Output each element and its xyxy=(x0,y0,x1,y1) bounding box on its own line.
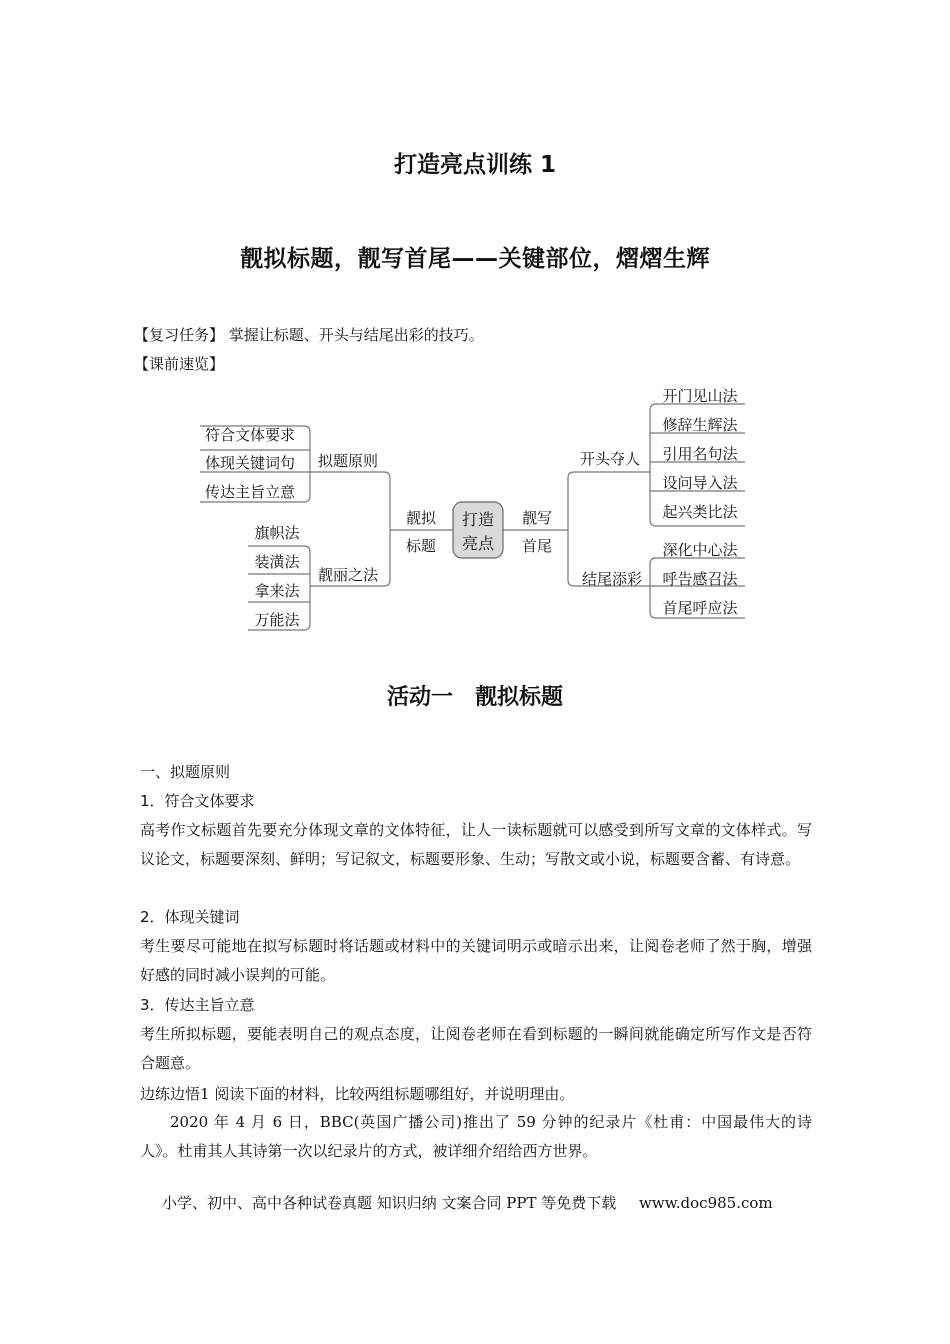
left-branch-label1: 靓拟 xyxy=(405,509,437,527)
footer-text: 小学、初中、高中各种试卷真题 知识归纳 文案合同 PPT 等免费下载 xyxy=(162,1194,617,1212)
method-item-1: 旗帜法 xyxy=(254,524,300,542)
right-branch-label1: 靓写 xyxy=(521,509,553,527)
point-2-body: 考生要尽可能地在拟写标题时将话题或材料中的关键词明示或暗示出来，让阅卷老师了然于胸，增强好感的同时减小误判的可能。 xyxy=(140,937,812,984)
mindmap xyxy=(190,380,760,640)
opening-item-5: 起兴类比法 xyxy=(662,503,738,521)
principle-item-3: 传达主旨立意 xyxy=(204,483,296,501)
principle-item-2: 体现关键词句 xyxy=(204,454,296,472)
method-item-3: 拿来法 xyxy=(254,582,300,600)
mindmap-center-line1: 打造 xyxy=(461,510,495,529)
point-3-body: 考生所拟标题，要能表明自己的观点态度，让阅卷老师在看到标题的一瞬间就能确定所写作文是否符合题意。 xyxy=(140,1025,812,1072)
point-1-body: 高考作文标题首先要充分体现文章的文体特征，让人一读标题就可以感受到所写文章的文体样式。写议论文，标题要深刻、鲜明；写记叙文，标题要形象、生动；写散文或小说，标题要含蓄、有诗意。 xyxy=(140,821,812,868)
exercise-tag: 边练边悟 xyxy=(140,1085,201,1103)
page-title: 打造亮点训练 1 xyxy=(393,152,556,178)
method-item-2: 装潢法 xyxy=(254,553,300,571)
exercise xyxy=(140,1084,574,1104)
right-branch-label2: 首尾 xyxy=(521,537,553,555)
group-ending-label: 结尾添彩 xyxy=(581,570,643,588)
opening-item-2: 修辞生辉法 xyxy=(662,416,738,434)
ending-item-3: 首尾呼应法 xyxy=(662,599,738,617)
point-3-heading: 3．传达主旨立意 xyxy=(140,996,255,1014)
review-task-tag: 【复习任务】 xyxy=(134,326,225,344)
point-1-heading: 1．符合文体要求 xyxy=(140,792,255,810)
principle-item-1: 符合文体要求 xyxy=(204,426,296,444)
footer-link[interactable]: www.doc985.com xyxy=(639,1194,773,1212)
group-methods-label: 靓丽之法 xyxy=(317,566,379,584)
exercise-text: 1 阅读下面的材料，比较两组标题哪组好，并说明理由。 xyxy=(200,1085,575,1103)
method-item-4: 万能法 xyxy=(254,611,300,629)
section-heading: 一、拟题原则 xyxy=(140,763,231,781)
ending-item-1: 深化中心法 xyxy=(662,541,738,559)
review-task-text: 掌握让标题、开头与结尾出彩的技巧。 xyxy=(228,326,484,344)
footer xyxy=(162,1192,773,1213)
opening-item-3: 引用名句法 xyxy=(662,445,738,463)
group-principles-label: 拟题原则 xyxy=(317,452,379,470)
mindmap-center-line2: 亮点 xyxy=(461,534,495,553)
opening-item-1: 开门见山法 xyxy=(662,387,738,405)
activity-title: 活动一 靓拟标题 xyxy=(386,685,563,710)
left-branch-label2: 标题 xyxy=(405,537,437,555)
page-subtitle: 靓拟标题，靓写首尾——关键部位，熠熠生辉 xyxy=(240,246,710,272)
review-task xyxy=(134,325,484,345)
preview-tag: 【课前速览】 xyxy=(134,355,225,373)
point-2-heading: 2．体现关键词 xyxy=(140,908,240,926)
ending-item-2: 呼告感召法 xyxy=(662,570,738,588)
group-opening-label: 开头夺人 xyxy=(579,450,641,468)
material-paragraph: 2020 年 4 月 6 日，BBC(英国广播公司)推出了 59 分钟的纪录片《杜甫：中国最伟大的诗人》。杜甫其人其诗第一次以纪录片的方式，被详细介绍给西方世界。 xyxy=(140,1113,812,1160)
opening-item-4: 设问导入法 xyxy=(662,474,738,492)
